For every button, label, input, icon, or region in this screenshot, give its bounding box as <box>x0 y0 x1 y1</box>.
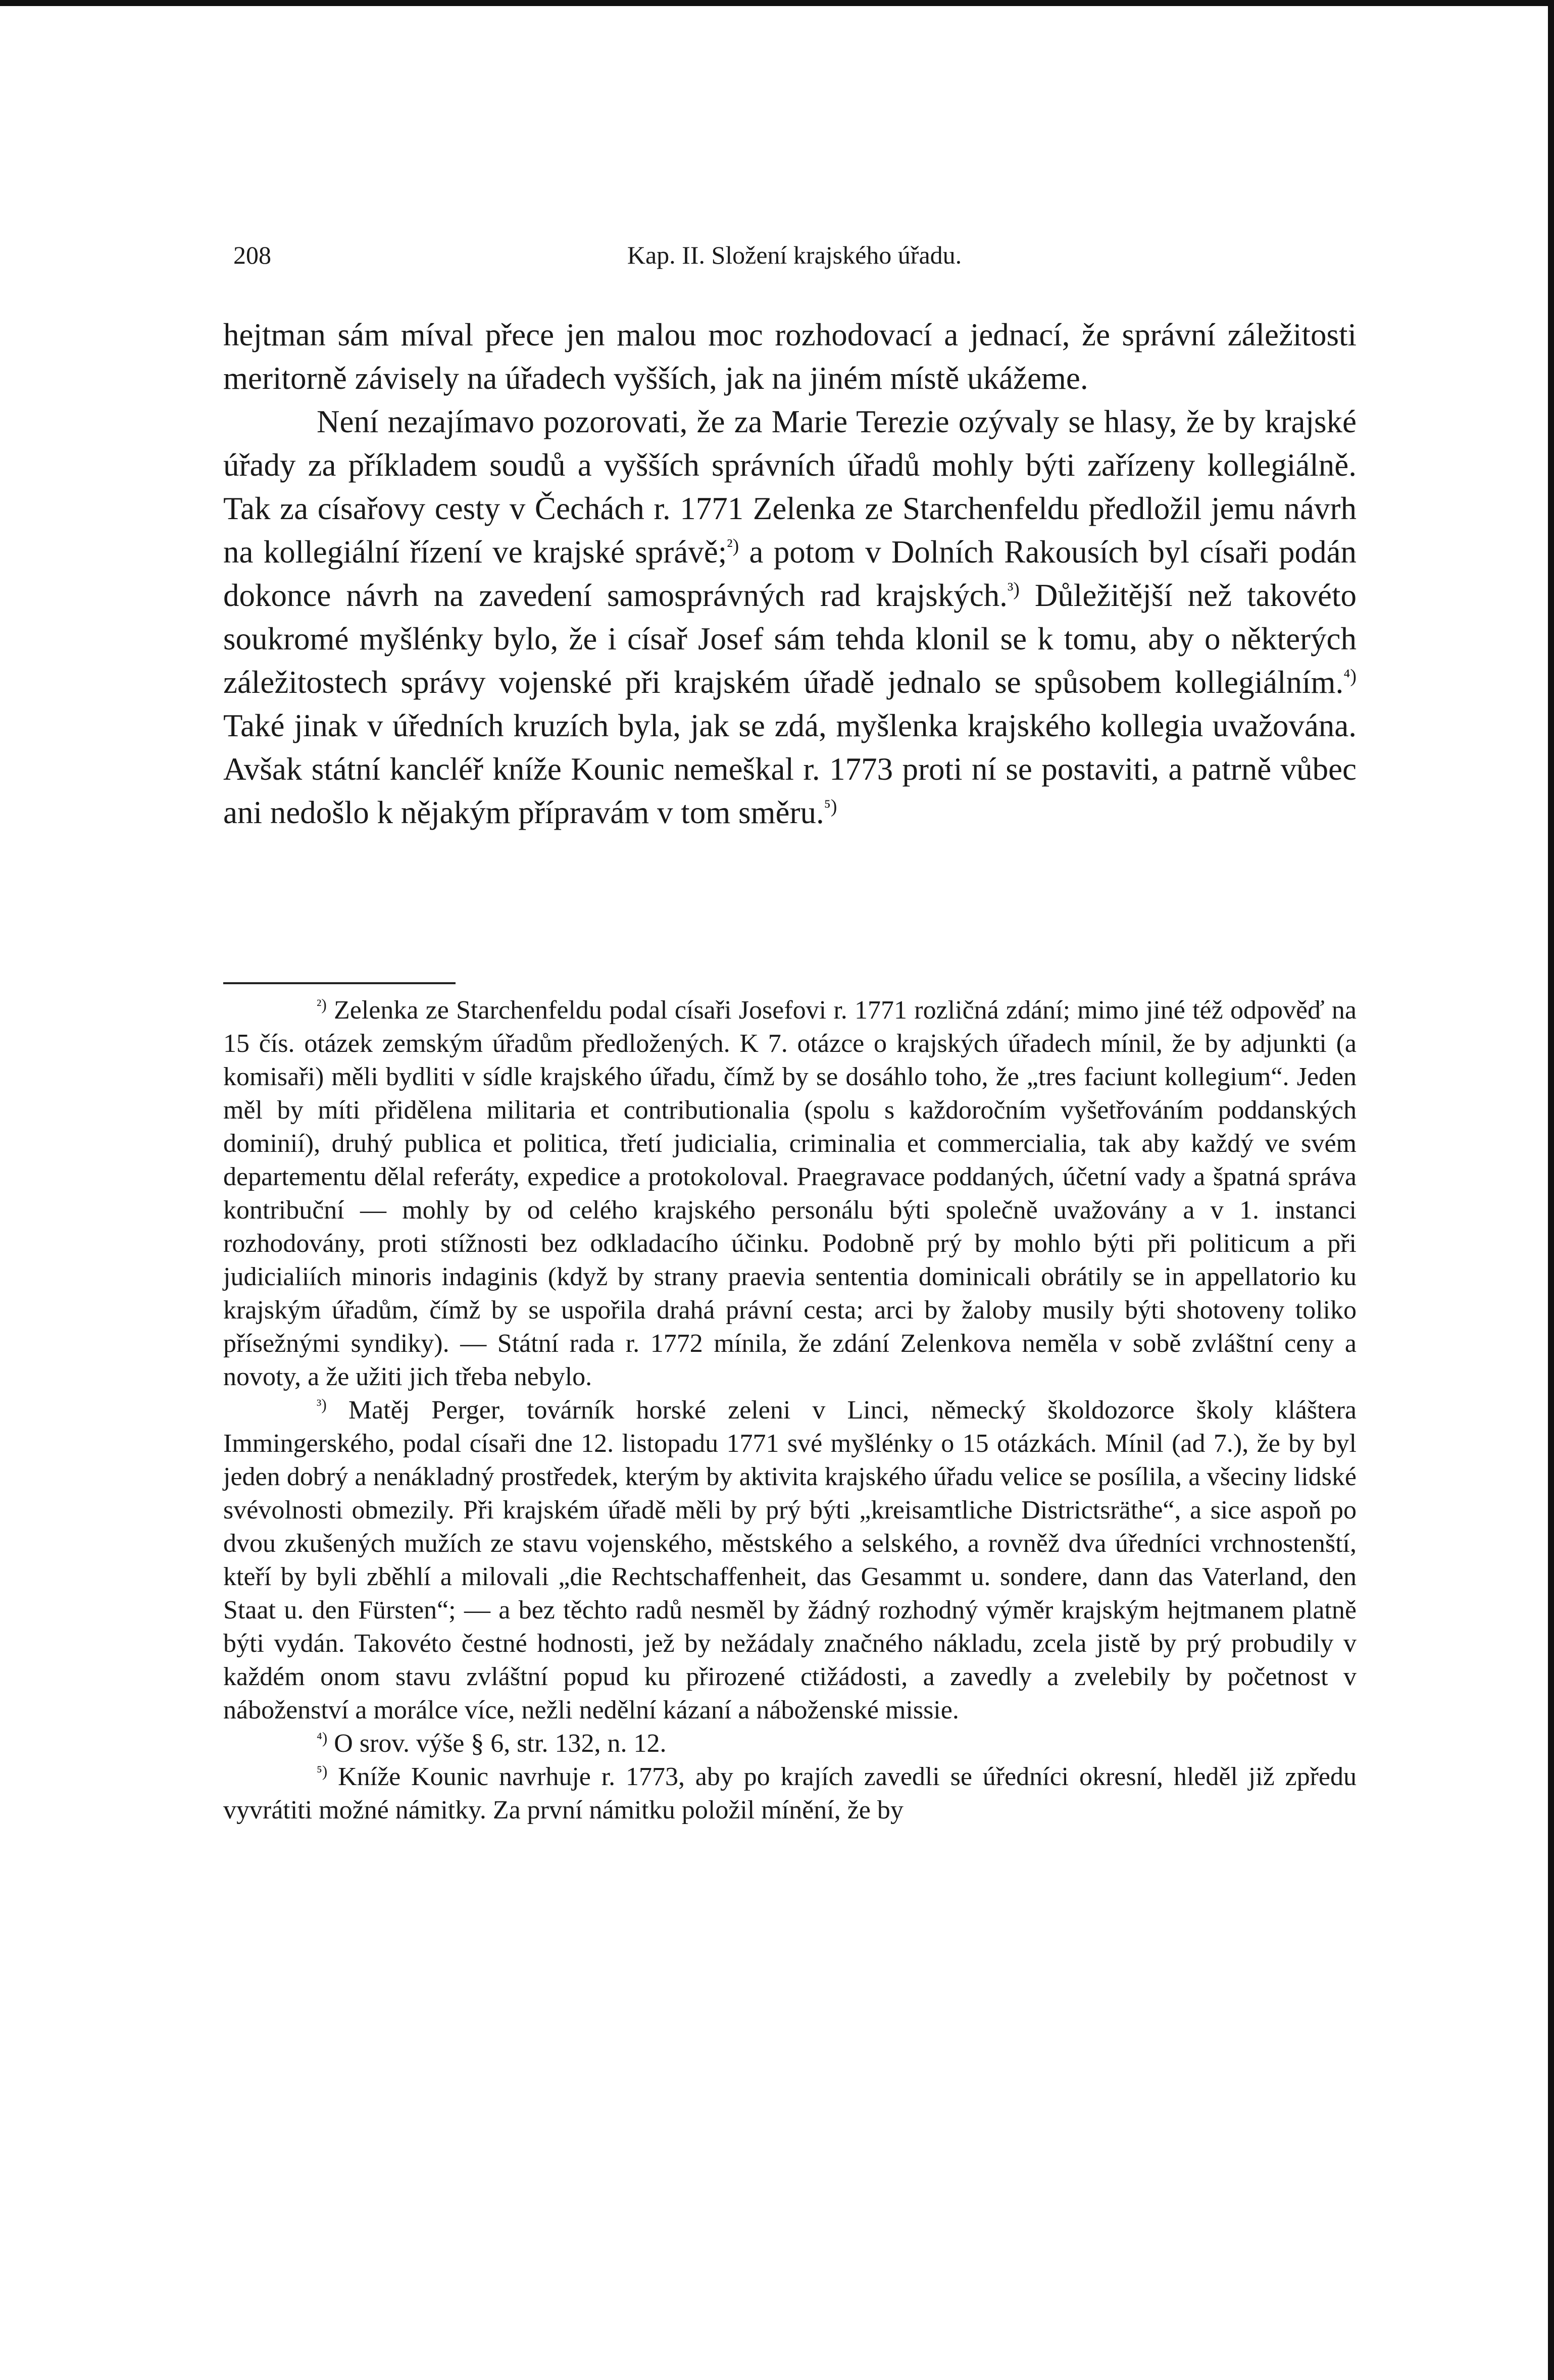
page-header <box>233 237 1356 273</box>
footnote-text: O srov. výše § 6, str. 132, n. 12. <box>327 1729 667 1758</box>
footnote-ref-3: ³) <box>1007 579 1020 600</box>
footnote-mark: ³) <box>317 1395 327 1413</box>
footnote-2 <box>223 994 1357 1394</box>
footnote-ref-4: ⁴) <box>1343 666 1357 687</box>
footnote-mark: ²) <box>317 995 327 1014</box>
paragraph-text: Není nezajímavo pozorovati, že za Marie Terezie ozývaly se hlasy, že by krajské úřady za příkladem soudů a vyšších správních úřadů mohly býti zařízeny kollegiálně. Tak za císařovy cesty v Čechách r. 1771 Zelenka ze Starchenfeldu předložil jemu návrh na kollegiální řízení ve krajské správě; <box>223 404 1357 570</box>
running-title: Kap. II. Složení krajského úřadu. <box>627 241 962 269</box>
scan-border-top <box>0 0 1554 6</box>
scan-border-right <box>1548 0 1554 2380</box>
footnote-3 <box>223 1394 1357 1727</box>
paragraph-text: Důležitější než takovéto soukromé myšlénky bylo, že i císař Josef sám tehda klonil se k tomu, aby o některých záležitostech správy vojenské při krajském úřadě jednalo se spůsobem kollegiálním. <box>223 578 1357 700</box>
footnote-text: Zelenka ze Starchenfeldu podal císaři Josefovi r. 1771 rozličná zdání; mimo jiné též odpověď na 15 čís. otázek zemským úřadům předložených. K 7. otázce o krajských úřadech mínil, že by adjunkti (a komisaři) měli bydliti v sídle krajského úřadu, čímž by se dosáhlo toho, že „tres faciunt kollegium“. Jeden měl by míti přidělena militaria et contributionalia (spolu s každoročním vyšetřováním poddanských dominií), druhý publica et politica, třetí judicialia, criminalia et commercialia, tak aby každý ve svém departementu dělal referáty, expedice a protokoloval. Praegravace poddaných, účetní vady a špatná správa kontribuční — mohly by od celého krajského personálu býti společně uvažovány a v 1. instanci rozhodovány, proti stížnosti bez odkladacího účinku. Podobně prý by mohlo býti při politicum a při judicialiích minoris indaginis (když by strany praevia sententia dominicali obrátily se in appellatorio ku krajským úřadům, čímž by se uspořila drahá právní cesta; arci by žaloby musily býti shotoveny toliko přísežnými syndiky). — Státní rada r. 1772 mínila, že zdání Zelenkova neměla v sobě zvláštní ceny a novoty, a že užiti jich třeba nebylo. <box>223 996 1357 1391</box>
footnote-text: Matěj Perger, továrník horské zeleni v Linci, německý školdozorce školy kláštera Immingerského, podal císaři dne 12. listopadu 1771 své myšlénky o 15 otázkách. Mínil (ad 7.), že by byl jeden dobrý a nenákladný prostředek, kterým by aktivita krajského úřadu velice se posílila, a všeciny lidské svévolnosti obmezily. Při krajském úřadě měli by prý býti „kreisamtliche Districtsräthe“, a sice aspoň po dvou zkušených mužích ze stavu vojenského, městského a selského, a rovněž dva úředníci vrchnostenští, kteří by byli zběhlí a milovali „die Rechtschaffenheit, das Gesammt u. sondere, dann das Vaterland, den Staat u. den Fürsten“; — a bez těchto radů nesměl by žádný rozhodný výměr krajským hejtmanem platně býti vydán. Takovéto čestné hodnosti, jež by nežádaly značného nákladu, zcela jistě by prý probudily v každém onom stavu zvláštní popud ku přirozené ctižádosti, a zavedly a zvelebily by početnost v náboženství a morálce více, nežli nedělní kázaní a náboženské missie. <box>223 1396 1357 1725</box>
footnote-ref-2: ²) <box>727 535 739 557</box>
footnote-divider <box>223 982 456 984</box>
paragraph-text: Také jinak v úředních kruzích byla, jak se zdá, myšlenka krajského kollegia uvažována. Avšak státní kancléř kníže Kounic nemeškal r. 1773 proti ní se postaviti, a patrně vůbec ani nedošlo k nějakým přípravám v tom směru. <box>223 708 1357 830</box>
footnotes <box>223 994 1357 1827</box>
paragraph-continuation: hejtman sám míval přece jen malou moc rozhodovací a jednací, že správní záležitosti meritorně závisely na úřadech vyšších, jak na jiném místě ukážeme. <box>223 317 1357 396</box>
paragraph-kollegial <box>223 400 1357 834</box>
footnote-5 <box>223 1760 1357 1827</box>
paragraph-text: a potom v Dolních Rakousích byl císaři podán dokonce návrh na zavedení samosprávných rad krajských. <box>223 534 1357 613</box>
footnote-4 <box>223 1727 1357 1760</box>
page-number: 208 <box>233 241 271 269</box>
footnote-mark: ⁴) <box>317 1729 328 1747</box>
footnote-mark: ⁵) <box>317 1762 328 1780</box>
footnote-text: Kníže Kounic navrhuje r. 1773, aby po krajích zavedli se úředníci okresní, hleděl již zpředu vyvrátiti možné námitky. Za první námitku položil mínění, že by <box>223 1762 1357 1825</box>
footnote-ref-5: ⁵) <box>824 796 837 818</box>
main-text <box>223 313 1357 834</box>
